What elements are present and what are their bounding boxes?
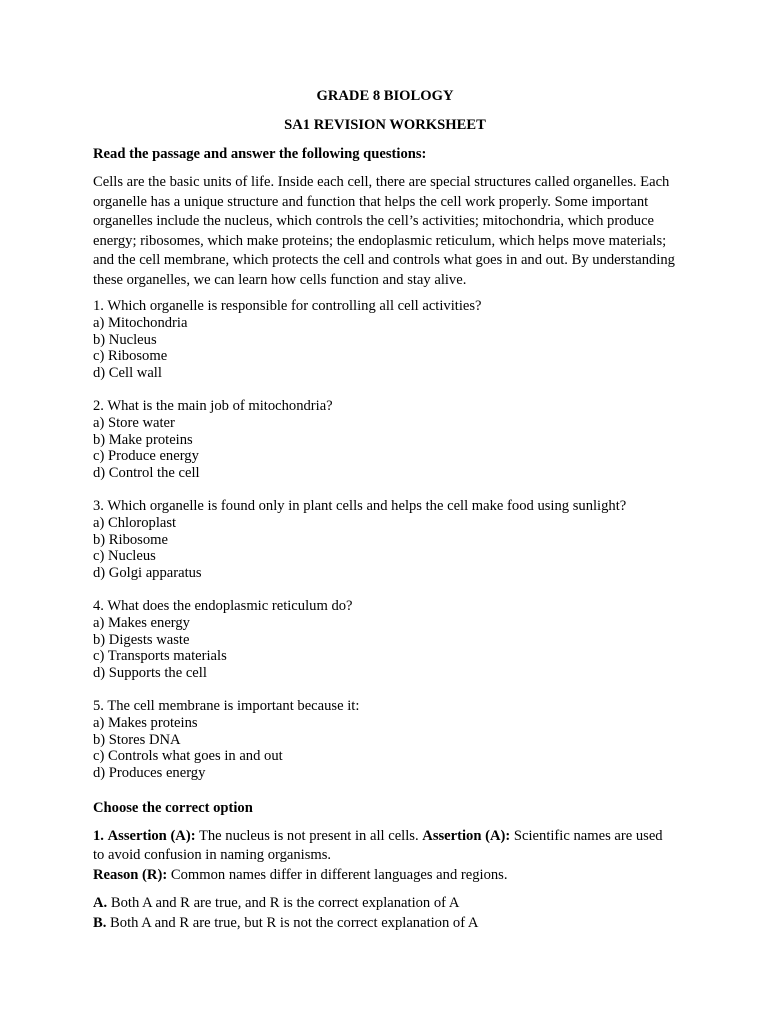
assertion-label-2: Assertion (A): — [422, 827, 511, 844]
answer-option: a) Mitochondria — [93, 314, 188, 331]
answer-option: a) Makes proteins — [93, 714, 198, 731]
assertion-reason-block — [93, 827, 677, 886]
question-text: 1. Which organelle is responsible for controlling all cell activities? — [93, 298, 482, 314]
answer-option: c) Ribosome — [93, 348, 168, 365]
question-5 — [93, 698, 677, 782]
answer-option: a) Chloroplast — [93, 514, 177, 531]
answer-option: b) Digests waste — [93, 631, 190, 648]
ar-option-label: B. — [93, 915, 107, 932]
item-number: 1. — [93, 827, 104, 844]
assertion-text-2: Scientific names are used to avoid confusion in naming organisms. — [93, 827, 663, 864]
answer-option: b) Stores DNA — [93, 731, 181, 748]
assertion-label: Assertion (A): — [107, 827, 196, 844]
ar-option-text: Both A and R are true, and R is the correct explanation of A — [110, 895, 460, 912]
document-subtitle: SA1 REVISION WORKSHEET — [284, 117, 486, 133]
question-2 — [93, 398, 677, 482]
passage-instruction: Read the passage and answer the following questions: — [93, 146, 427, 162]
reason-label: Reason (R): — [93, 866, 168, 883]
question-text: 4. What does the endoplasmic reticulum do? — [93, 597, 353, 614]
answer-option: b) Make proteins — [93, 431, 193, 448]
answer-option: d) Control the cell — [93, 465, 200, 482]
ar-option-a — [93, 893, 677, 913]
answer-option: c) Nucleus — [93, 548, 156, 565]
question-list — [93, 298, 677, 782]
question-text: 3. Which organelle is found only in plant cells and helps the cell make food using sunlight? — [93, 497, 627, 514]
question-text: 5. The cell membrane is important because it: — [93, 697, 360, 714]
answer-option: a) Store water — [93, 414, 175, 431]
answer-option: d) Golgi apparatus — [93, 565, 202, 582]
reason-text: Common names differ in different languages and regions. — [170, 866, 508, 883]
answer-option: b) Nucleus — [93, 331, 157, 348]
answer-option: c) Controls what goes in and out — [93, 748, 283, 765]
section-heading-choose-option: Choose the correct option — [93, 799, 253, 816]
question-4 — [93, 598, 677, 682]
reading-passage: Cells are the basic units of life. Inside each cell, there are special structures called organelles. Each organelle has a unique structure and function that helps the cell work properly. Some important organelles include the nucleus, which controls the cell’s activities; mitochondria, which produce energy; ribosomes, which make proteins; the endoplasmic reticulum, which helps move materials; and the cell membrane, which protects the cell and controls what goes in and out. By understanding these organelles, we can learn how cells function and stay alive. — [93, 174, 675, 288]
ar-option-b — [93, 913, 677, 933]
question-1 — [93, 298, 677, 382]
assertion-text: The nucleus is not present in all cells. — [198, 827, 419, 844]
ar-option-label: A. — [93, 895, 108, 912]
answer-option: d) Cell wall — [93, 365, 162, 382]
answer-option: d) Produces energy — [93, 765, 206, 782]
ar-option-text: Both A and R are true, but R is not the correct explanation of A — [110, 915, 479, 932]
answer-option: a) Makes energy — [93, 614, 190, 631]
answer-option: b) Ribosome — [93, 531, 168, 548]
assertion-reason-options — [93, 893, 677, 933]
question-text: 2. What is the main job of mitochondria? — [93, 397, 333, 414]
answer-option: c) Transports materials — [93, 648, 227, 665]
question-3 — [93, 498, 677, 582]
answer-option: d) Supports the cell — [93, 665, 207, 682]
worksheet-content — [93, 86, 677, 933]
answer-option: c) Produce energy — [93, 448, 199, 465]
document-title: GRADE 8 BIOLOGY — [316, 88, 454, 104]
